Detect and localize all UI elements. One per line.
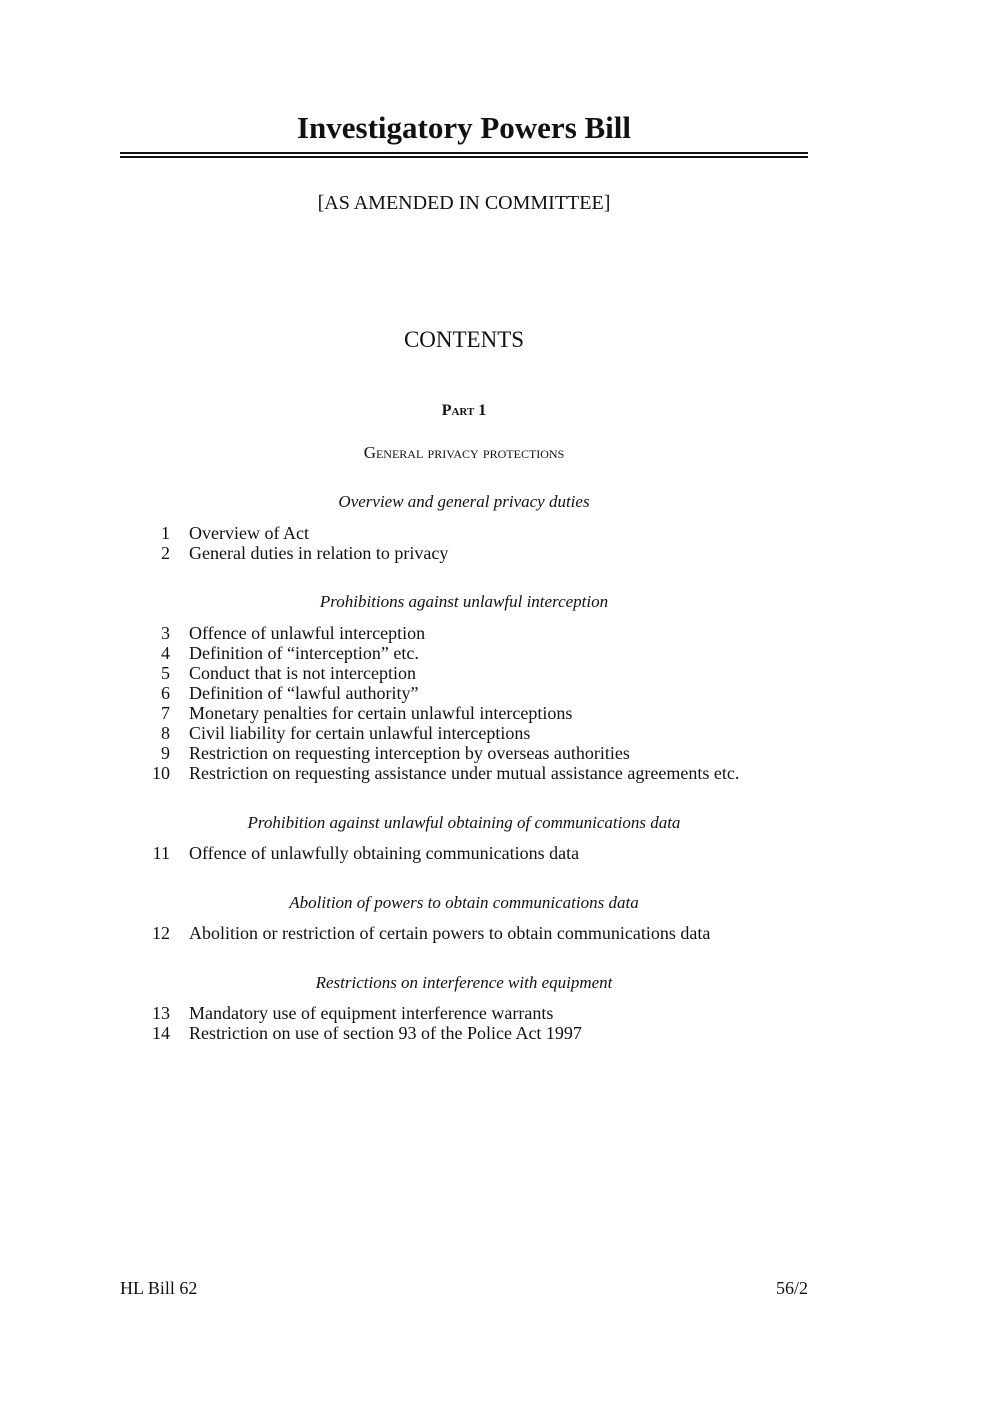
title-rule-top xyxy=(120,152,808,154)
section-title: Monetary penalties for certain unlawful interceptions xyxy=(189,703,573,723)
section-number: 12 xyxy=(152,923,170,943)
section-number: 14 xyxy=(152,1023,170,1043)
toc-entry[interactable] xyxy=(120,703,820,723)
toc-entry[interactable] xyxy=(120,623,820,643)
amendment-status: [AS AMENDED IN COMMITTEE] xyxy=(317,192,611,214)
section-number: 3 xyxy=(161,623,170,643)
section-number: 10 xyxy=(152,763,170,783)
toc-entry[interactable] xyxy=(120,763,820,783)
toc-entry[interactable] xyxy=(120,1003,820,1023)
section-title: Civil liability for certain unlawful interceptions xyxy=(189,723,531,743)
section-title: Abolition or restriction of certain powers to obtain communications data xyxy=(189,923,711,943)
section-title: General duties in relation to privacy xyxy=(189,543,449,563)
section-title: Mandatory use of equipment interference warrants xyxy=(189,1003,554,1023)
section-title: Conduct that is not interception xyxy=(189,663,416,683)
group-heading: Overview and general privacy duties xyxy=(338,492,590,511)
section-number: 11 xyxy=(152,843,170,863)
section-number: 6 xyxy=(161,683,170,703)
contents-heading: CONTENTS xyxy=(403,327,525,352)
group-heading: Prohibition against unlawful obtaining of communications data xyxy=(247,813,681,832)
section-title: Restriction on use of section 93 of the Police Act 1997 xyxy=(189,1023,582,1043)
group-heading: Prohibitions against unlawful interception xyxy=(319,592,609,611)
section-number: 13 xyxy=(152,1003,170,1023)
section-number: 8 xyxy=(161,723,170,743)
section-title: Definition of “lawful authority” xyxy=(189,683,419,703)
toc-entry[interactable] xyxy=(120,1023,820,1043)
bill-number: HL Bill 62 xyxy=(120,1278,198,1298)
toc-entry[interactable] xyxy=(120,843,820,863)
section-title: Overview of Act xyxy=(189,523,309,543)
part-label: Part 1 xyxy=(441,402,487,419)
section-title: Definition of “interception” etc. xyxy=(189,643,419,663)
section-number: 2 xyxy=(161,543,170,563)
toc-entry[interactable] xyxy=(120,643,820,663)
toc-entry[interactable] xyxy=(120,723,820,743)
section-number: 9 xyxy=(161,743,170,763)
title-rule-bottom xyxy=(120,156,808,158)
section-number: 7 xyxy=(161,703,170,723)
section-title: Offence of unlawful interception xyxy=(189,623,426,643)
part-title: General privacy protections xyxy=(363,443,565,462)
toc-entry[interactable] xyxy=(120,683,820,703)
section-number: 5 xyxy=(161,663,170,683)
group-heading: Restrictions on interference with equipment xyxy=(315,973,613,992)
section-number: 1 xyxy=(161,523,170,543)
toc-entry[interactable] xyxy=(120,923,820,943)
section-title: Offence of unlawfully obtaining communications data xyxy=(189,843,580,863)
toc-entry[interactable] xyxy=(120,523,820,543)
section-number: 4 xyxy=(161,643,170,663)
toc-entry[interactable] xyxy=(120,663,820,683)
group-heading: Abolition of powers to obtain communications data xyxy=(289,893,639,912)
section-title: Restriction on requesting interception by overseas authorities xyxy=(189,743,630,763)
page-reference: 56/2 xyxy=(775,1278,808,1298)
toc-entry[interactable] xyxy=(120,543,820,563)
toc-entry[interactable] xyxy=(120,743,820,763)
document-title: Investigatory Powers Bill xyxy=(296,110,632,145)
section-title: Restriction on requesting assistance under mutual assistance agreements etc. xyxy=(189,763,740,783)
